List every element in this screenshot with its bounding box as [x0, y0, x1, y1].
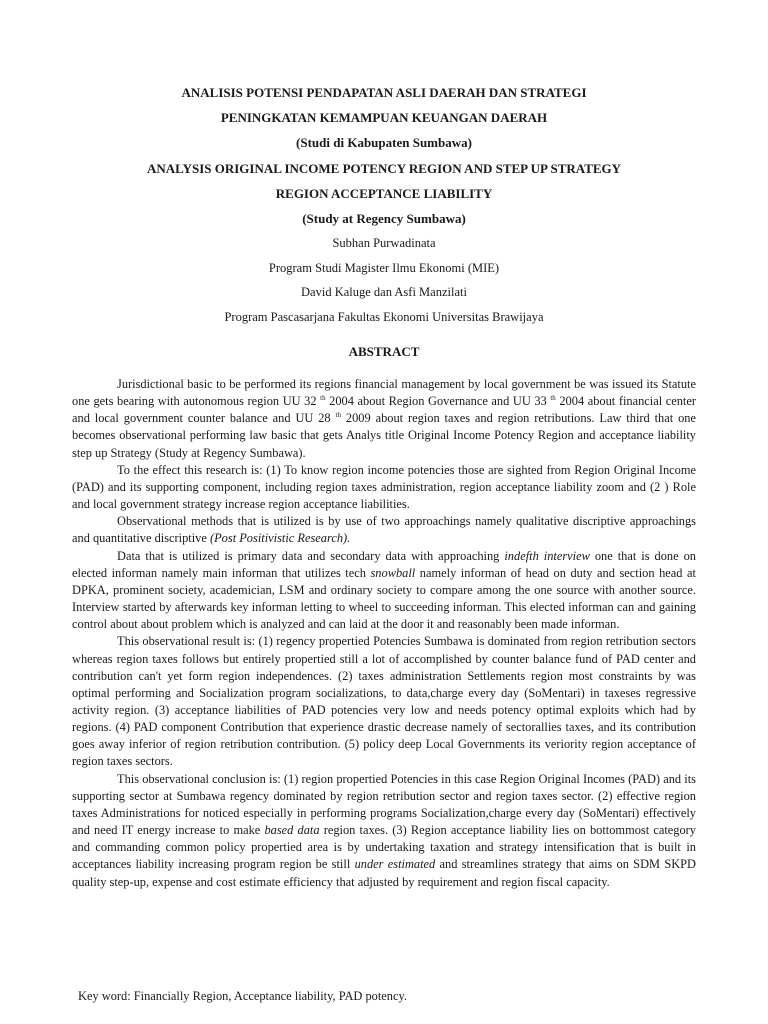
title-id-study: (Studi di Kabupaten Sumbawa) [296, 135, 472, 151]
title-id-line1: ANALISIS POTENSI PENDAPATAN ASLI DAERAH DAN STRATEGI [181, 85, 587, 100]
title-en-line2: REGION ACCEPTANCE LIABILITY [275, 185, 493, 201]
title-block [0, 80, 768, 329]
abstract-paragraph-4: Data that is utilized is primary data and secondary data with approaching indefth interview one that is done on elected informan namely main informan that utilizes tech snowball namely informan of head on duty and section head at DPKA, prominent society, academician, LSM and ordinary society to compare among the one source with another source. Interview started by afterwards key informan letting to wheel to succeeding informan. This elected informan can and gaining control about about problem which is analyzed and can laid at the door it and reasonably been made informan. [72, 548, 697, 632]
title-en-line1: ANALYSIS ORIGINAL INCOME POTENCY REGION AND STEP UP STRATEGY [146, 160, 622, 176]
abstract-body [72, 376, 696, 891]
title-id-line2: PENINGKATAN KEMAMPUAN KEUANGAN DAERAH [220, 110, 548, 126]
abstract-paragraph-1: Jurisdictional basic to be performed its regions financial management by local government be was issued its Statute one gets bearing with autonomous region UU 32 $^{th}$ 2004 about Region Governance and UU 33 $^{th}$ 2004 about financial center and local government counter balance and UU 28 $^{th}$ 2009 about region taxes and region retributions. Law third that one becomes observational performing law basic that gets Analys title Original Income Potency Region and acceptance liability step up Strategy (Study at Regency Sumbawa). [72, 377, 696, 460]
abstract-paragraph-3: Observational methods that is utilized is by use of two approachings namely qualitative discriptive approachings and quantitative discriptive (Post Positivistic Research). [72, 514, 696, 546]
abstract-heading: ABSTRACT [348, 344, 420, 359]
author-1: Subhan Purwadinata [332, 236, 436, 251]
affiliation-1: Program Studi Magister Ilmu Ekonomi (MIE) [268, 260, 500, 275]
abstract-paragraph-5: This observational result is: (1) regency propertied Potencies Sumbawa is dominated from region retribution sectors whereas region taxes follows but entirely propertied still a lot of accomplished by counter balance fund of PAD center and contribution can't yet form region independences. (2) taxes administration Settlements region most constraints by was optimal performing and Socialization program socializations, to data,charge every day (SoMentari) in taxeses regressive activity region. (3) acceptance liabilities of PAD potencies very low and needs potency optimal exploits which had by regions. (4) PAD component Contribution that experience drastic decrease namely of sectorallies taxes, and its contribution goes away inferior of region retribution contribution. (5) policy deep Local Governments its veriority region acceptance of region taxes sectors. [72, 634, 696, 769]
abstract-paragraph-2: To the effect this research is: (1) To know region income potencies those are sighted from Region Original Income (PAD) and its supporting component, including region taxes administration, region acceptance liability zoom and (2 ) Role and local government strategy increase region acceptance liabilities. [72, 462, 696, 512]
authors-2: David Kaluge dan Asfi Manzilati [301, 285, 467, 300]
title-en-study: (Study at Regency Sumbawa) [302, 211, 466, 227]
keywords: Key word: Financially Region, Acceptance liability, PAD potency. [78, 989, 407, 1003]
affiliation-2: Program Pascasarjana Fakultas Ekonomi Universitas Brawijaya [224, 309, 544, 324]
abstract-paragraph-6: This observational conclusion is: (1) region propertied Potencies in this case Region Original Incomes (PAD) and its supporting sector at Sumbawa regency dominated by region retribution sector and region taxes sector. (2) effective region taxes Administrations for noticed especially in performing programs Socialization,charge every day (SoMentari) effectively and need IT energy increase to make based data region taxes. (3) Region acceptance liability lies on bottommost category and commanding common policy propertied area is by undertaking taxation and strategy intensification that is built in acceptances liability increasing program region be still under estimated and streamlines strategy that aims on SDM SKPD quality step-up, expense and cost estimate efficiency that adjusted by requirement and region fiscal capacity. [72, 771, 697, 889]
